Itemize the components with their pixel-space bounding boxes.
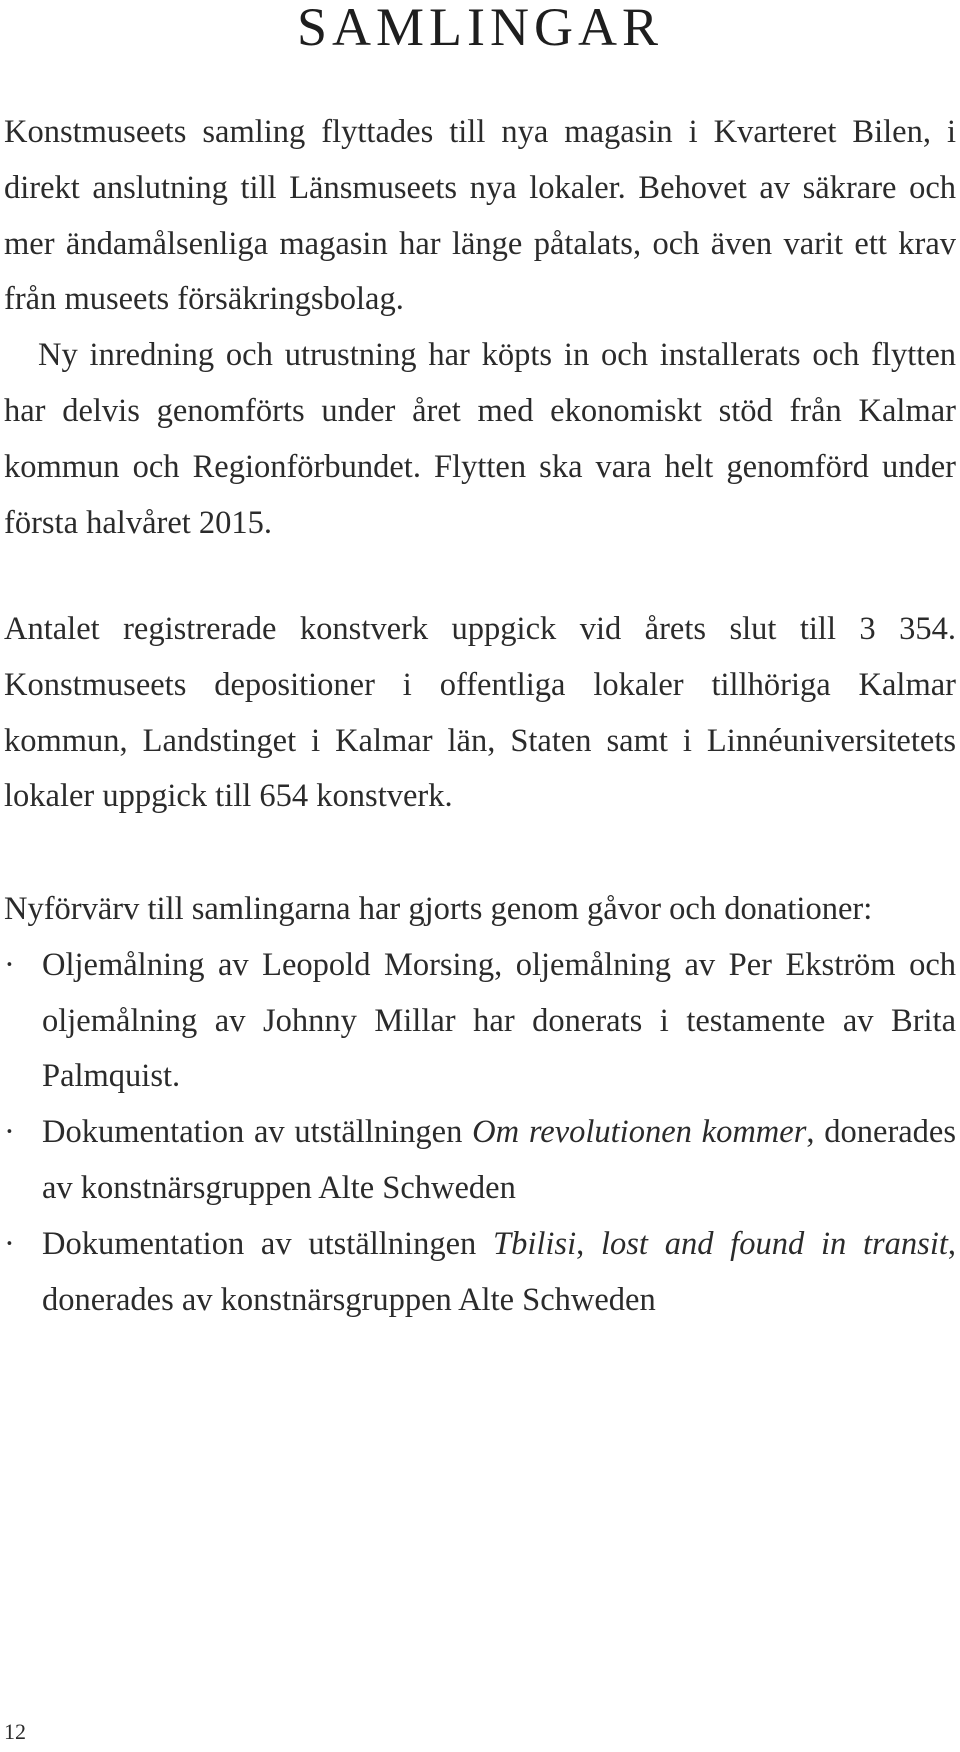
bullet-icon: ·	[4, 946, 15, 983]
list-item	[4, 1217, 956, 1329]
exhibition-title: Om revolutionen kommer	[472, 1114, 807, 1151]
paragraph-group-collection-count	[4, 602, 956, 825]
page-number: 12	[4, 1719, 26, 1744]
acquisition-paintings: Oljemålning av Leopold Morsing, oljemålning av Per Ekström och oljemålning av Johnny Millar har donerats i testamente av Brita Palmquist.	[42, 946, 956, 1095]
acquisition-doc-suffix: , donerades av konstnärsgruppen Alte Schweden	[42, 1225, 957, 1318]
exhibition-subtitle: lost and found in transit	[600, 1225, 948, 1262]
acquisitions-list	[4, 938, 956, 1329]
bullet-icon: ·	[4, 1114, 15, 1151]
bullet-icon: ·	[4, 1225, 15, 1262]
list-item	[4, 1105, 956, 1217]
acquisitions-intro: Nyförvärv till samlingarna har gjorts genom gåvor och donationer:	[4, 891, 873, 927]
paragraph-group-storage	[4, 105, 956, 551]
acquisition-doc-prefix: Dokumentation av utställningen	[42, 1114, 473, 1151]
title-separator: ,	[576, 1225, 601, 1262]
paragraph-new-equipment: Ny inredning och utrustning har köpts in och installerats och flytten har delvis genomförts under året med ekonomiskt stöd från Kalmar kommun och Regionförbundet. Flytten ska vara helt genomförd under första halvåret 2015.	[4, 337, 956, 541]
paragraph-registered-works: Antalet registrerade konstverk uppgick vid årets slut till 3 354. Konstmuseets depositioner i offentliga lokaler tillhöriga Kalmar kommun, Landstinget i Kalmar län, Staten samt i Linnéuniversitetets lokaler uppgick till 654 konstverk.	[4, 611, 956, 815]
page-title: SAMLINGAR	[296, 0, 664, 57]
exhibition-title: Tbilisi	[493, 1225, 577, 1262]
acquisition-doc-suffix: , donerades av konstnärsgruppen Alte Schweden	[42, 1114, 957, 1206]
acquisitions-section	[4, 882, 956, 1328]
paragraph-storage-move: Konstmuseets samling flyttades till nya magasin i Kvarteret Bilen, i direkt anslutning till Länsmuseets nya lokaler. Behovet av säkrare och mer ändamålsenliga magasin har länge påtalats, och även varit ett krav från museets försäkringsbolag.	[4, 114, 956, 318]
acquisition-doc-prefix: Dokumentation av utställningen	[42, 1225, 494, 1262]
list-item	[4, 938, 956, 1105]
